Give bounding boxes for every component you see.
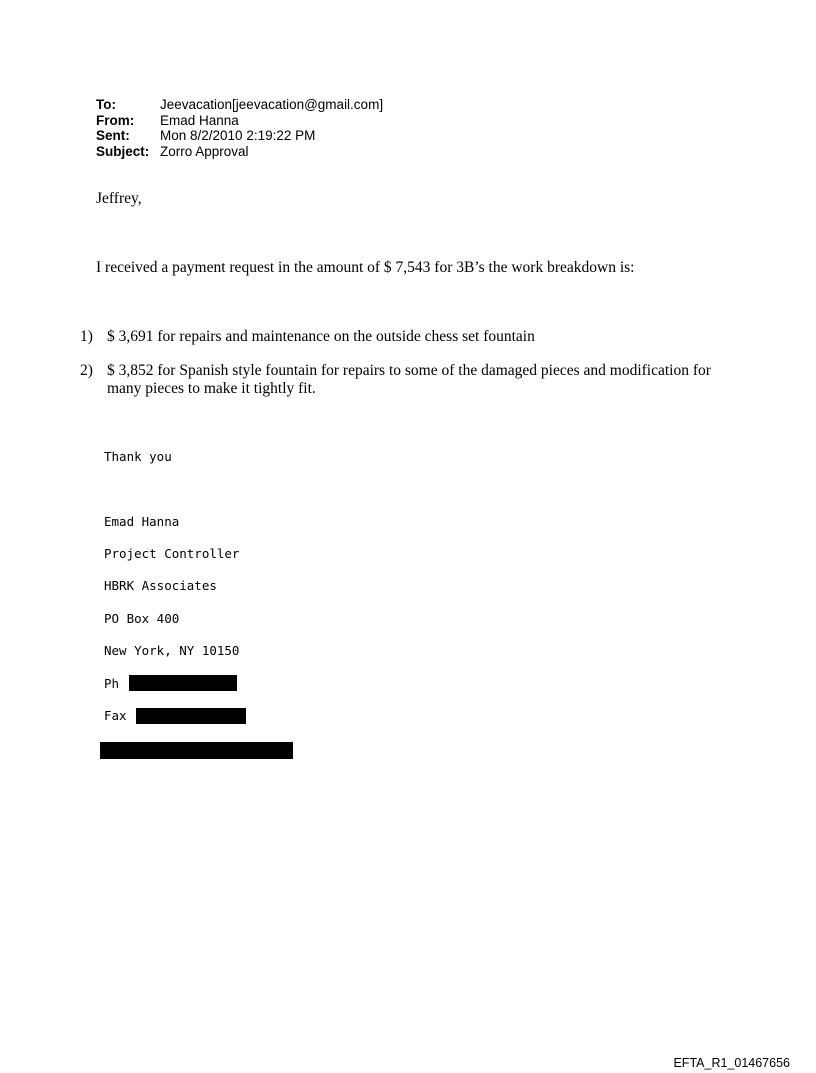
from-value: Emad Hanna	[160, 112, 239, 128]
signature-city: New York, NY 10150	[104, 643, 240, 658]
signature-po-box: PO Box 400	[104, 611, 180, 626]
to-value: Jeevacation[jeevacation@gmail.com]	[160, 97, 384, 112]
sent-value: Mon 8/2/2010 2:19:22 PM	[160, 128, 316, 143]
list-item	[80, 328, 720, 346]
subject-label: Subject:	[96, 143, 150, 159]
to-row	[96, 97, 383, 113]
list-item-text: $ 3,691 for repairs and maintenance on the outside chess set fountain	[107, 328, 535, 345]
signature-title: Project Controller	[104, 546, 240, 561]
sent-row	[96, 128, 383, 144]
signature-name: Emad Hanna	[104, 514, 180, 529]
list-item-number: 2)	[80, 362, 93, 379]
from-row	[96, 113, 383, 129]
email-header	[96, 97, 383, 159]
list-item-text: $ 3,852 for Spanish style fountain for repairs to some of the damaged pieces and modification for many pieces to make it tightly fit.	[107, 362, 711, 397]
closing: Thank you	[104, 449, 172, 464]
phone-redaction	[129, 675, 237, 691]
fax-label: Fax	[104, 708, 127, 723]
list-item	[80, 362, 720, 398]
greeting: Jeffrey,	[96, 190, 142, 207]
subject-value: Zorro Approval	[160, 143, 249, 159]
signature-company: HBRK Associates	[104, 578, 217, 593]
list-item-number: 1)	[80, 328, 93, 345]
intro-paragraph: I received a payment request in the amount of $ 7,543 for 3B’s the work breakdown is:	[96, 259, 635, 276]
fax-redaction	[136, 708, 246, 724]
to-label: To:	[96, 97, 116, 112]
sent-label: Sent:	[96, 128, 130, 143]
phone-label: Ph	[104, 676, 120, 691]
document-id: EFTA_R1_01467656	[673, 1056, 790, 1070]
email-redaction	[100, 742, 293, 759]
from-label: From:	[96, 112, 135, 128]
subject-row	[96, 144, 383, 160]
